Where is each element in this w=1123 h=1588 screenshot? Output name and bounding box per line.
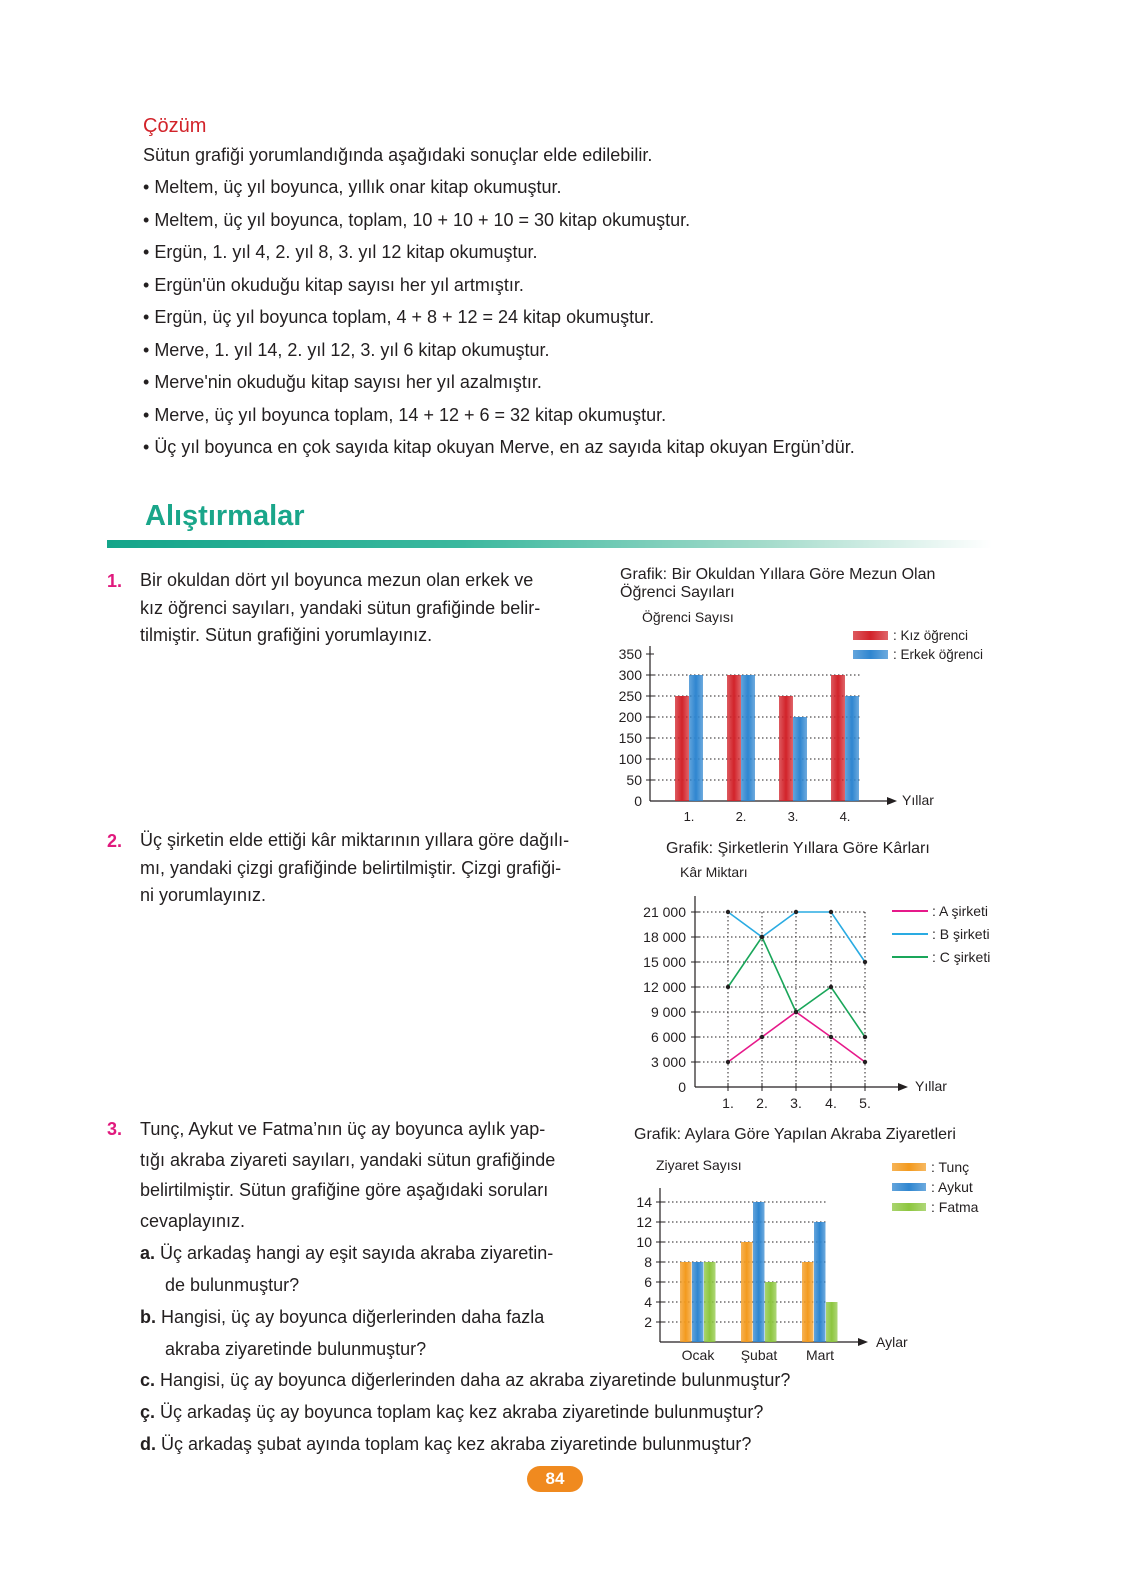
legend-label: : Erkek öğrenci (893, 647, 984, 662)
data-point (829, 1035, 833, 1039)
y-tick-label: 18 000 (643, 929, 686, 945)
subquestion-label: a. (140, 1243, 156, 1263)
solution-bullet: • Merve, üç yıl boyunca toplam, 14 + 12 + 6 = 32 kitap okumuştur. (143, 404, 855, 437)
chart-title-line: Öğrenci Sayıları (620, 584, 735, 601)
question-2-number: 2. (107, 831, 123, 851)
data-point (829, 985, 833, 989)
x-tick-label: 4. (839, 809, 851, 824)
x-tick-label: 3. (790, 1095, 802, 1111)
question-line: kız öğrenci sayıları, yandaki sütun grafiğinde belir- (140, 597, 541, 618)
x-tick-label: 3. (787, 809, 799, 824)
y-tick-label: 3 000 (650, 1054, 686, 1070)
subquestion-line: akraba ziyaretinde bulunmuştur? (165, 1338, 427, 1359)
solution-bullet: • Ergün'ün okuduğu kitap sayısı her yıl artmıştır. (143, 274, 855, 307)
chart-1-title (620, 566, 935, 602)
y-tick-label: 0 (678, 1079, 686, 1095)
x-axis-head (858, 1338, 868, 1346)
solution-bullet: • Ergün, 1. yıl 4, 2. yıl 8, 3. yıl 12 kitap okumuştur. (143, 241, 855, 274)
data-point (863, 960, 867, 964)
bar (845, 696, 859, 801)
bar (689, 675, 703, 801)
chart-3-relative-visits (620, 1150, 1010, 1370)
legend-label: : C şirketi (932, 949, 991, 965)
x-tick-label: Mart (806, 1347, 834, 1363)
subquestion-label: ç. (140, 1402, 156, 1422)
chart-title-line: Grafik: Bir Okuldan Yıllara Göre Mezun Olan (620, 566, 936, 583)
exercises-title: Alıştırmalar (145, 500, 305, 532)
legend-swatch (853, 631, 888, 640)
question-line: tığı akraba ziyareti sayıları, yandaki sütun grafiğinde (140, 1149, 556, 1170)
bar (741, 675, 755, 801)
y-tick-label: 2 (644, 1314, 652, 1330)
legend-label: : B şirketi (932, 926, 990, 942)
legend-label: : Kız öğrenci (893, 628, 969, 643)
y-tick-label: 9 000 (650, 1004, 686, 1020)
data-point (726, 910, 730, 914)
question-line: Üç şirketin elde ettiği kâr miktarının yıllara göre dağılı- (140, 830, 570, 850)
y-axis-label: Ziyaret Sayısı (656, 1157, 742, 1173)
bar (680, 1262, 692, 1342)
bar (741, 1242, 753, 1342)
bar (692, 1262, 704, 1342)
chart-3-title: Grafik: Aylara Göre Yapılan Akraba Ziyaretleri (634, 1126, 956, 1143)
x-tick-label: Ocak (681, 1347, 715, 1363)
legend-label: : Tunç (931, 1159, 970, 1175)
y-tick-label: 14 (636, 1194, 652, 1210)
chart-1-student-graduates (600, 605, 1020, 830)
subquestion-b (140, 1302, 544, 1365)
x-axis-label: Aylar (876, 1334, 908, 1350)
subquestion-line: Üç arkadaş şubat ayında toplam kaç kez akraba ziyaretinde bulunmuştur? (161, 1434, 752, 1454)
subquestion-label: d. (140, 1434, 156, 1454)
x-tick-label: 1. (722, 1095, 734, 1111)
legend-label: : Aykut (931, 1179, 973, 1195)
data-point (760, 935, 764, 939)
question-1-number: 1. (107, 571, 123, 591)
legend-swatch (892, 1163, 926, 1171)
page-number: 84 (527, 1466, 583, 1492)
x-tick-label: 2. (735, 809, 747, 824)
subquestion-label: c. (140, 1370, 156, 1390)
question-line: Bir okuldan dört yıl boyunca mezun olan erkek ve (140, 570, 534, 590)
solution-bullet: • Üç yıl boyunca en çok sayıda kitap okuyan Merve, en az sayıda kitap okuyan Ergün’dür. (143, 436, 855, 469)
question-2-text (140, 827, 569, 910)
subquestion-line: de bulunmuştur? (165, 1274, 300, 1295)
question-line: Tunç, Aykut ve Fatma’nın üç ay boyunca aylık yap- (140, 1119, 546, 1139)
subquestion-label: b. (140, 1307, 156, 1327)
question-line: tilmiştir. Sütun grafiğini yorumlayınız. (140, 625, 433, 645)
solution-bullet: • Merve'nin okuduğu kitap sayısı her yıl azalmıştır. (143, 371, 855, 404)
data-point (726, 1060, 730, 1064)
bar (704, 1262, 716, 1342)
y-tick-label: 8 (644, 1254, 652, 1270)
bar (753, 1202, 765, 1342)
bar (831, 675, 845, 801)
bar (727, 675, 741, 801)
data-point (794, 1010, 798, 1014)
bar (814, 1222, 826, 1342)
y-tick-label: 0 (634, 793, 642, 809)
subquestion-line: Üç arkadaş üç ay boyunca toplam kaç kez akraba ziyaretinde bulunmuştur? (160, 1402, 764, 1422)
y-tick-label: 6 000 (650, 1029, 686, 1045)
y-tick-label: 12 (636, 1214, 652, 1230)
x-tick-label: 2. (756, 1095, 768, 1111)
x-tick-label: Şubat (740, 1347, 778, 1363)
subquestion-line: Hangisi, üç ay boyunca diğerlerinden daha fazla (161, 1307, 545, 1327)
y-tick-label: 6 (644, 1274, 652, 1290)
y-tick-label: 15 000 (643, 954, 686, 970)
bar (765, 1282, 777, 1342)
legend-swatch (853, 650, 888, 659)
y-tick-label: 200 (618, 709, 642, 725)
legend-label: : Fatma (931, 1199, 979, 1215)
data-point (726, 985, 730, 989)
x-tick-label: 4. (825, 1095, 837, 1111)
solution-bullet: • Merve, 1. yıl 14, 2. yıl 12, 3. yıl 6 kitap okumuştur. (143, 339, 855, 372)
legend-swatch (892, 1203, 926, 1211)
subquestion-line: Hangisi, üç ay boyunca diğerlerinden daha az akraba ziyaretinde bulunmuştur? (160, 1370, 791, 1390)
data-point (863, 1060, 867, 1064)
y-tick-label: 10 (636, 1234, 652, 1250)
legend-label: : A şirketi (932, 903, 989, 919)
x-tick-label: 5. (859, 1095, 871, 1111)
x-axis-head (898, 1083, 908, 1091)
bar (826, 1302, 838, 1342)
question-line: mı, yandaki çizgi grafiğinde belirtilmiştir. Çizgi grafiği- (140, 857, 562, 878)
x-axis-label: Yıllar (915, 1078, 947, 1094)
y-tick-label: 21 000 (643, 904, 686, 920)
data-point (829, 910, 833, 914)
chart-2-title: Grafik: Şirketlerin Yıllara Göre Kârları (666, 840, 930, 857)
question-3-number: 3. (107, 1119, 123, 1139)
chart-2-company-profits (620, 860, 1020, 1115)
subquestion-line: Üç arkadaş hangi ay eşit sayıda akraba ziyaretin- (160, 1243, 554, 1263)
question-3-text (140, 1114, 555, 1236)
subquestion-a (140, 1238, 553, 1301)
subquestion-cc (140, 1397, 763, 1429)
question-line: cevaplayınız. (140, 1210, 246, 1231)
solution-bullet: • Meltem, üç yıl boyunca, toplam, 10 + 10 + 10 = 30 kitap okumuştur. (143, 209, 855, 242)
solution-bullet: • Ergün, üç yıl boyunca toplam, 4 + 8 + 12 = 24 kitap okumuştur. (143, 306, 855, 339)
data-point (794, 910, 798, 914)
y-tick-label: 4 (644, 1294, 652, 1310)
bar (779, 696, 793, 801)
solution-bullet: • Meltem, üç yıl boyunca, yıllık onar kitap okumuştur. (143, 176, 855, 209)
solution-title: Çözüm (143, 115, 207, 137)
exercises-divider (107, 540, 992, 548)
x-axis-head (887, 797, 897, 805)
legend-swatch (892, 1183, 926, 1191)
question-1-text (140, 567, 540, 650)
x-tick-label: 1. (683, 809, 695, 824)
y-axis-label: Kâr Miktarı (680, 864, 748, 880)
y-tick-label: 350 (618, 646, 642, 662)
solution-intro: Sütun grafiği yorumlandığında aşağıdaki sonuçlar elde edilebilir. (143, 145, 653, 165)
y-tick-label: 12 000 (643, 979, 686, 995)
question-line: ni yorumlayınız. (140, 885, 267, 905)
y-tick-label: 300 (618, 667, 642, 683)
question-line: belirtilmiştir. Sütun grafiğine göre aşağıdaki soruları (140, 1180, 549, 1200)
data-point (760, 1035, 764, 1039)
y-tick-label: 150 (618, 730, 642, 746)
y-tick-label: 250 (618, 688, 642, 704)
bar (675, 696, 689, 801)
data-point (863, 1035, 867, 1039)
subquestion-d (140, 1429, 751, 1461)
bar (793, 717, 807, 801)
x-axis-label: Yıllar (902, 792, 934, 808)
y-tick-label: 50 (626, 772, 642, 788)
solution-bullets (143, 176, 855, 469)
y-axis-label: Öğrenci Sayısı (642, 609, 734, 625)
y-tick-label: 100 (618, 751, 642, 767)
bar (802, 1262, 814, 1342)
